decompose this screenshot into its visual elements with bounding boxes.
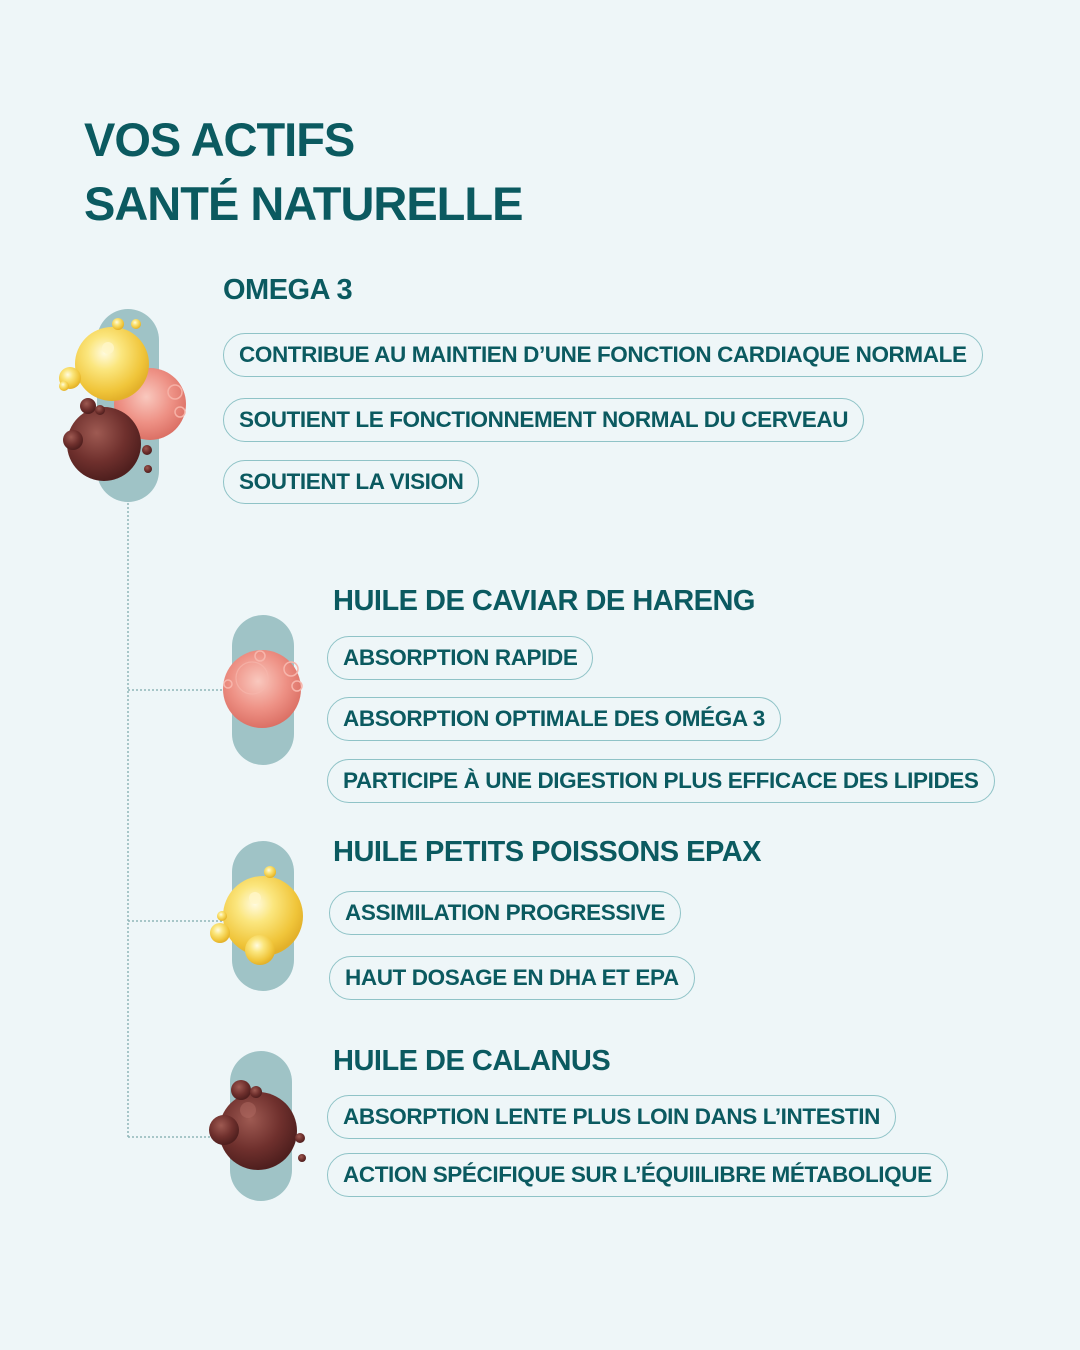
benefit-pill-assimilation: ASSIMILATION PROGRESSIVE (329, 891, 681, 935)
page-title-line-1: VOS ACTIFS (84, 113, 355, 166)
section-title-calanus: HUILE DE CALANUS (333, 1045, 611, 1077)
capsule-calanus (230, 1051, 292, 1201)
capsule-epax (232, 841, 294, 991)
benefit-pill-metabolic: ACTION SPÉCIFIQUE SUR L’ÉQUIILIBRE MÉTABOLIQUE (327, 1153, 948, 1197)
benefit-pill-rapid: ABSORPTION RAPIDE (327, 636, 593, 680)
page-title-line-2: SANTÉ NATURELLE (84, 177, 523, 230)
benefit-pill-vision: SOUTIENT LA VISION (223, 460, 479, 504)
capsule-omega3 (97, 309, 159, 502)
benefit-pill-brain: SOUTIENT LE FONCTIONNEMENT NORMAL DU CERVEAU (223, 398, 864, 442)
section-title-hareng: HUILE DE CAVIAR DE HARENG (333, 585, 755, 617)
section-title-omega3: OMEGA 3 (223, 274, 353, 306)
capsule-hareng (232, 615, 294, 765)
benefit-pill-digestion: PARTICIPE À UNE DIGESTION PLUS EFFICACE DES LIPIDES (327, 759, 995, 803)
section-title-epax: HUILE PETITS POISSONS EPAX (333, 836, 761, 868)
benefit-pill-cardiac: CONTRIBUE AU MAINTIEN D’UNE FONCTION CARDIAQUE NORMALE (223, 333, 983, 377)
benefit-pill-dosage: HAUT DOSAGE EN DHA ET EPA (329, 956, 695, 1000)
benefit-pill-optimal: ABSORPTION OPTIMALE DES OMÉGA 3 (327, 697, 781, 741)
benefit-pill-slow-absorption: ABSORPTION LENTE PLUS LOIN DANS L’INTESTIN (327, 1095, 896, 1139)
